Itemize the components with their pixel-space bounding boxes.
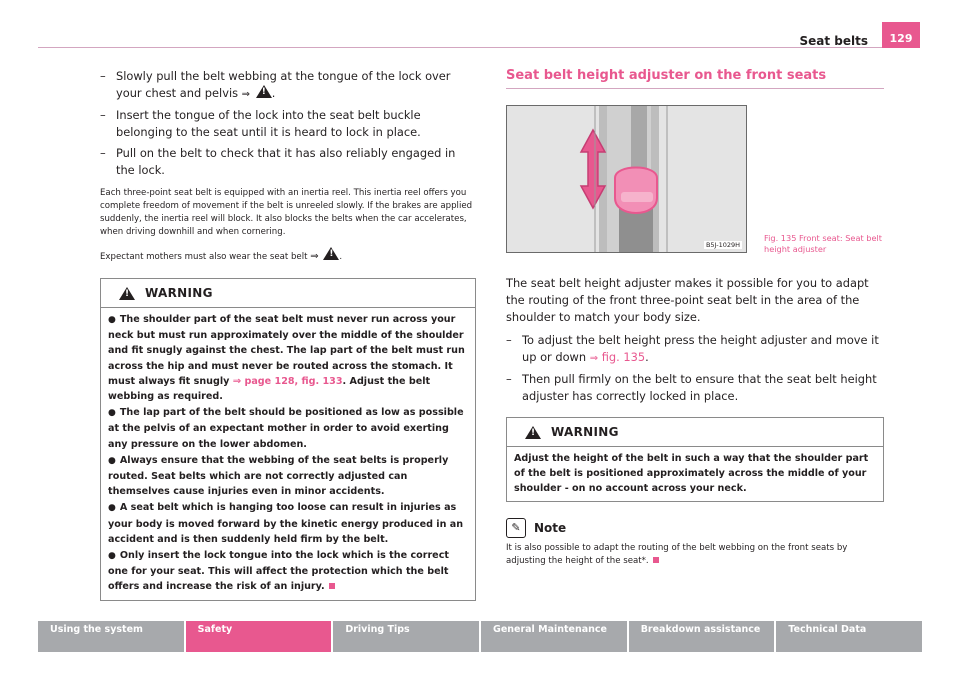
warning-box: [506, 417, 884, 502]
dash: –: [100, 108, 106, 122]
step-text: To adjust the belt height press the height adjuster and move it up or down: [522, 333, 879, 364]
warning-triangle-icon[interactable]: [323, 247, 339, 260]
right-column: [506, 68, 884, 568]
step-item: [506, 371, 884, 405]
page-ref-link[interactable]: [233, 376, 343, 387]
warning-bullet: [108, 312, 471, 404]
dash: –: [100, 69, 106, 83]
expectant-mothers-paragraph: Expectant mothers must also wear the seat belt ⇒ ! .: [100, 247, 476, 264]
warning-bullet: [108, 405, 471, 452]
end-of-section-icon: [329, 583, 335, 589]
step-text: Slowly pull the belt webbing at the tongue of the lock over your chest and pelvis: [116, 69, 451, 100]
bullet-icon: ●: [108, 315, 116, 325]
expectant-mothers-text: Expectant mothers must also wear the seat belt: [100, 252, 311, 262]
warning-bullet: [108, 453, 471, 500]
arrow-icon: ⇒: [241, 89, 251, 100]
note-header: [506, 518, 884, 538]
height-adjuster-drawing: [507, 106, 747, 253]
warning-body: [507, 447, 883, 501]
warning-header: [101, 279, 475, 308]
left-column: [100, 68, 476, 601]
warning-triangle-icon: [119, 287, 135, 300]
warning-triangle-icon: [525, 426, 541, 439]
step-text: Then pull firmly on the belt to ensure that the seat belt height adjuster has correctly locked in place.: [522, 372, 877, 403]
bullet-icon: ●: [108, 551, 116, 562]
note-title: Note: [534, 520, 567, 535]
end-of-section-icon: [653, 557, 659, 563]
nav-tab-general-maintenance[interactable]: General Maintenance: [481, 621, 627, 652]
warning-body: [101, 308, 475, 600]
nav-tab-safety[interactable]: Safety: [186, 621, 332, 652]
bullet-icon: ●: [108, 455, 116, 466]
figure-code: B5J-1029H: [705, 241, 740, 249]
warning-bullet-text: The shoulder part of the seat belt must never run across your neck but must run approximately over the middle of the shoulder and fit snugly against the chest. The lap part of the belt must run across the hip and must never be routed across the stomach. It must always fit snugly: [108, 314, 465, 387]
dash: –: [506, 333, 512, 347]
figure: [506, 105, 884, 253]
note-body: It is also possible to adapt the routing of the belt webbing on the front seats by adjusting the height of the seat*.: [506, 542, 848, 566]
nav-tab-technical-data[interactable]: Technical Data: [776, 621, 922, 652]
figure-caption: Fig. 135 Front seat: Seat belt height adjuster: [764, 233, 883, 254]
dash: –: [506, 372, 512, 386]
section-title: Seat belt height adjuster on the front seats: [506, 68, 884, 89]
warning-box: [100, 278, 476, 601]
page-number: [882, 22, 920, 48]
nav-tab-using-the-system[interactable]: Using the system: [38, 621, 184, 652]
warning-bullet-text-end: . Adjust the belt webbing as required.: [108, 375, 431, 403]
step-item: – Slowly pull the belt webbing at the tongue of the lock over your chest and pelvis ⇒ ! .: [100, 68, 476, 103]
warning-bullet-text: The lap part of the belt should be positioned as low as possible at the pelvis of an expectant mother in order to avoid exerting any pressure on the lower abdomen.: [108, 407, 464, 450]
warning-title: WARNING: [551, 425, 619, 439]
figure-ref-text: fig. 135: [601, 350, 646, 364]
step-text: Insert the tongue of the lock into the seat belt buckle belonging to the seat until it is heard to lock in place.: [116, 108, 421, 139]
footer-nav: [38, 621, 922, 652]
inertia-reel-paragraph: Each three-point seat belt is equipped with an inertia reel. This inertia reel offers you complete freedom of movement if the belt is unreeled slowly. If the brakes are applied suddenly, the inertia reel will block. It also blocks the belts when the car accelerates, when driving downhill and when cornering.: [100, 188, 473, 237]
warning-header: [507, 418, 883, 447]
note-text: [506, 542, 884, 568]
warning-triangle-icon[interactable]: [256, 85, 272, 98]
warning-bullet-text: Only insert the lock tongue into the lock which is the correct one for your seat. This will affect the protection which the belt offers and increase the risk of an injury.: [108, 550, 449, 593]
step-text: Pull on the belt to check that it has also reliably engaged in the lock.: [116, 146, 456, 177]
arrow-icon: ⇒: [589, 353, 599, 364]
step-item: [100, 107, 476, 141]
nav-tab-breakdown-assistance[interactable]: Breakdown assistance: [629, 621, 775, 652]
figure-ref-link[interactable]: [590, 350, 645, 364]
warning-title: WARNING: [145, 286, 213, 300]
nav-tab-driving-tips[interactable]: Driving Tips: [333, 621, 479, 652]
warning-bullet: [108, 500, 471, 547]
page-number-text: 129: [889, 32, 913, 45]
dash: –: [100, 146, 106, 160]
intro-paragraph: The seat belt height adjuster makes it possible for you to adapt the routing of the front three-point seat belt in the area of the shoulder to match your body size.: [506, 276, 869, 324]
page-ref-text: page 128, fig. 133: [244, 375, 343, 387]
note-icon: ✎: [506, 518, 526, 538]
bullet-icon: ●: [108, 503, 116, 514]
arrow-icon: ⇒: [310, 251, 319, 262]
warning-text: Adjust the height of the belt in such a way that the shoulder part of the belt is positioned approximately across the middle of your shoulder - on no account across your neck.: [514, 453, 869, 495]
step-item: [100, 145, 476, 179]
page-header-title: Seat belts: [799, 34, 868, 48]
arrow-icon: ⇒: [232, 375, 242, 387]
bullet-icon: ●: [108, 408, 116, 419]
warning-bullet-text: Always ensure that the webbing of the seat belts is properly routed. Seat belts which are not correctly adjusted can themselves cause injuries even in minor accidents.: [108, 454, 449, 498]
height-adjuster-illustration: [506, 105, 747, 253]
warning-bullet-text: A seat belt which is hanging too loose can result in injuries as your body is moved forward by the kinetic energy produced in an accident and is then suddenly held firm by the belt.: [108, 502, 464, 545]
warning-bullet: [108, 548, 471, 595]
step-item: – To adjust the belt height press the height adjuster and move it up or down ⇒ fig. 135.: [506, 333, 879, 364]
